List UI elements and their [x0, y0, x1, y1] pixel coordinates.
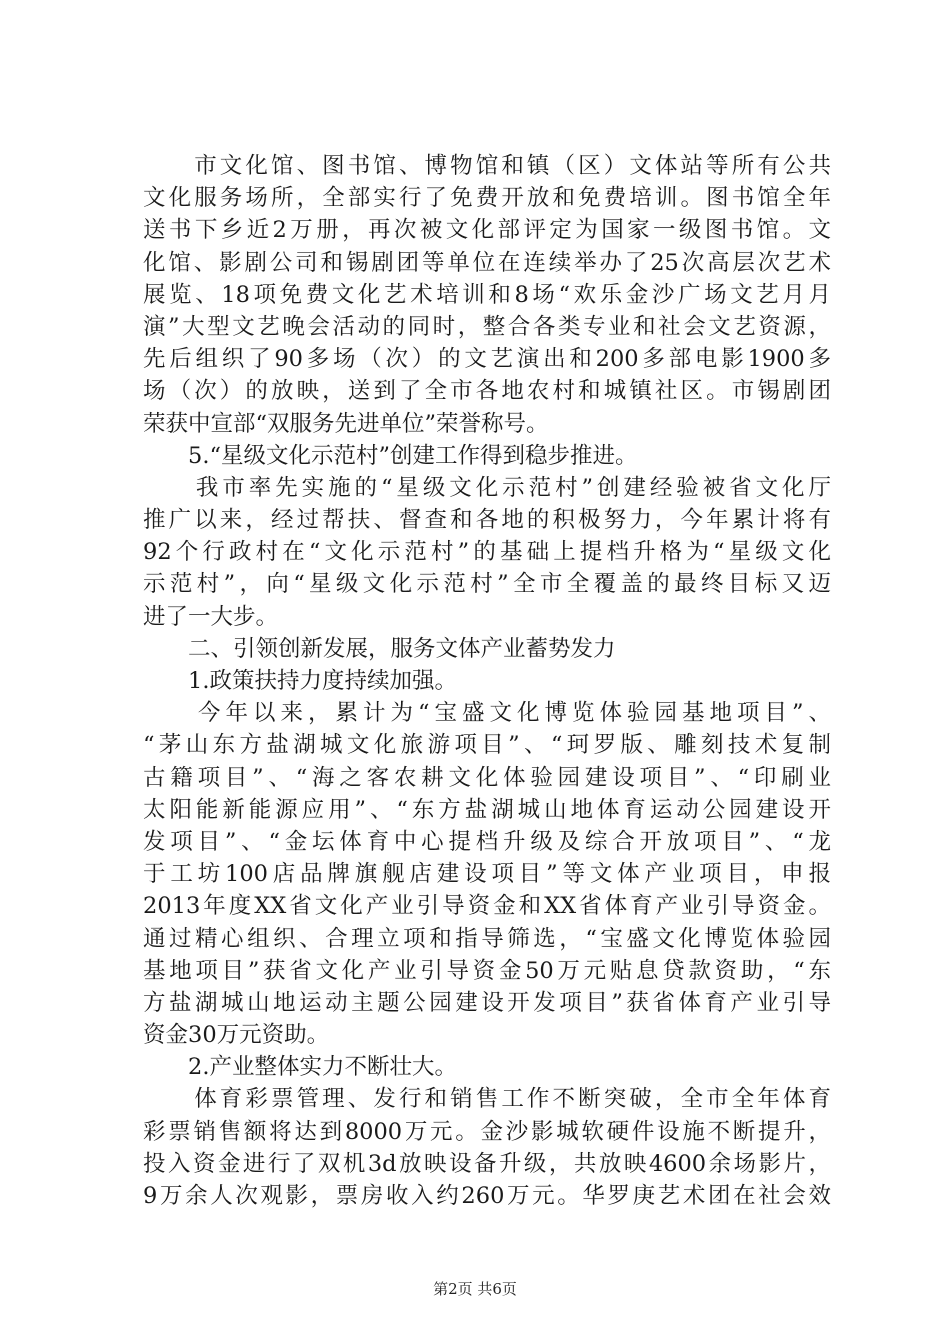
text-line: 太阳能新能源应用”、“东方盐湖城山地体育运动公园建设开: [143, 796, 831, 823]
text-line: “茅山东方盐湖城文化旅游项目”、“珂罗版、雕刻技术复制: [143, 732, 831, 759]
document-body: [143, 150, 831, 1212]
text-line: 送书下乡近2万册，再次被文化部评定为国家一级图书馆。文: [143, 217, 831, 244]
text-line: 体育彩票管理、发行和销售工作不断突破，全市全年体育: [143, 1086, 831, 1113]
text-line: 文化服务场所，全部实行了免费开放和免费培训。图书馆全年: [143, 185, 831, 212]
text-line: 古籍项目”、“海之客农耕文化体验园建设项目”、“印刷业: [143, 764, 831, 791]
text-line: 通过精心组织、合理立项和指导筛选，“宝盛文化博览体验园: [143, 925, 831, 952]
text-line: 于工坊100店品牌旗舰店建设项目”等文体产业项目，申报: [143, 861, 831, 888]
text-line: 发项目”、“金坛体育中心提档升级及综合开放项目”、“龙: [143, 828, 831, 855]
text-line: 9万余人次观影，票房收入约260万元。华罗庚艺术团在社会效: [143, 1183, 831, 1209]
text-line: 2013年度XX省文化产业引导资金和XX省体育产业引导资金。: [143, 893, 831, 920]
text-line: 化馆、影剧公司和锡剧团等单位在连续举办了25次高层次艺术: [143, 249, 831, 276]
text-line: 1.政策扶持力度持续加强。: [143, 668, 457, 694]
text-line: 方盐湖城山地运动主题公园建设开发项目”获省体育产业引导: [143, 989, 831, 1016]
text-line: 二、引领创新发展，服务文体产业蓄势发力: [143, 635, 616, 662]
page-number-footer: 第2页 共6页: [433, 1280, 517, 1298]
text-line: 2.产业整体实力不断壮大。: [143, 1054, 457, 1081]
text-line: 资金30万元资助。: [143, 1022, 330, 1049]
text-line: 5.“星级文化示范村”创建工作得到稳步推进。: [143, 442, 638, 469]
text-line: 展览、18项免费文化艺术培训和8场“欢乐金沙广场文艺月月: [143, 281, 831, 308]
text-line: 基地项目”获省文化产业引导资金50万元贴息贷款资助，“东: [143, 957, 831, 984]
text-line: 我市率先实施的“星级文化示范村”创建经验被省文化厅: [143, 474, 831, 501]
text-line: 先后组织了90多场（次）的文艺演出和200多部电影1900多: [143, 346, 831, 373]
text-line: 92个行政村在“文化示范村”的基础上提档升格为“星级文化: [143, 539, 831, 566]
text-line: 市文化馆、图书馆、博物馆和镇（区）文体站等所有公共: [143, 153, 831, 179]
text-line: 进了一大步。: [143, 603, 279, 630]
text-line: 荣获中宣部“双服务先进单位”荣誉称号。: [143, 410, 549, 437]
text-line: 演”大型文艺晚会活动的同时，整合各类专业和社会文艺资源，: [143, 313, 831, 340]
text-line: 今年以来，累计为“宝盛文化博览体验园基地项目”、: [143, 700, 831, 727]
text-line: 推广以来，经过帮扶、督查和各地的积极努力，今年累计将有: [143, 507, 831, 534]
text-line: 投入资金进行了双机3d放映设备升级，共放映4600余场影片，: [143, 1150, 831, 1177]
text-line: 场（次）的放映，送到了全市各地农村和城镇社区。市锡剧团: [143, 378, 831, 405]
text-line: 示范村”，向“星级文化示范村”全市全覆盖的最终目标又迈: [143, 571, 831, 598]
text-line: 彩票销售额将达到8000万元。金沙影城软硬件设施不断提升，: [143, 1118, 831, 1145]
